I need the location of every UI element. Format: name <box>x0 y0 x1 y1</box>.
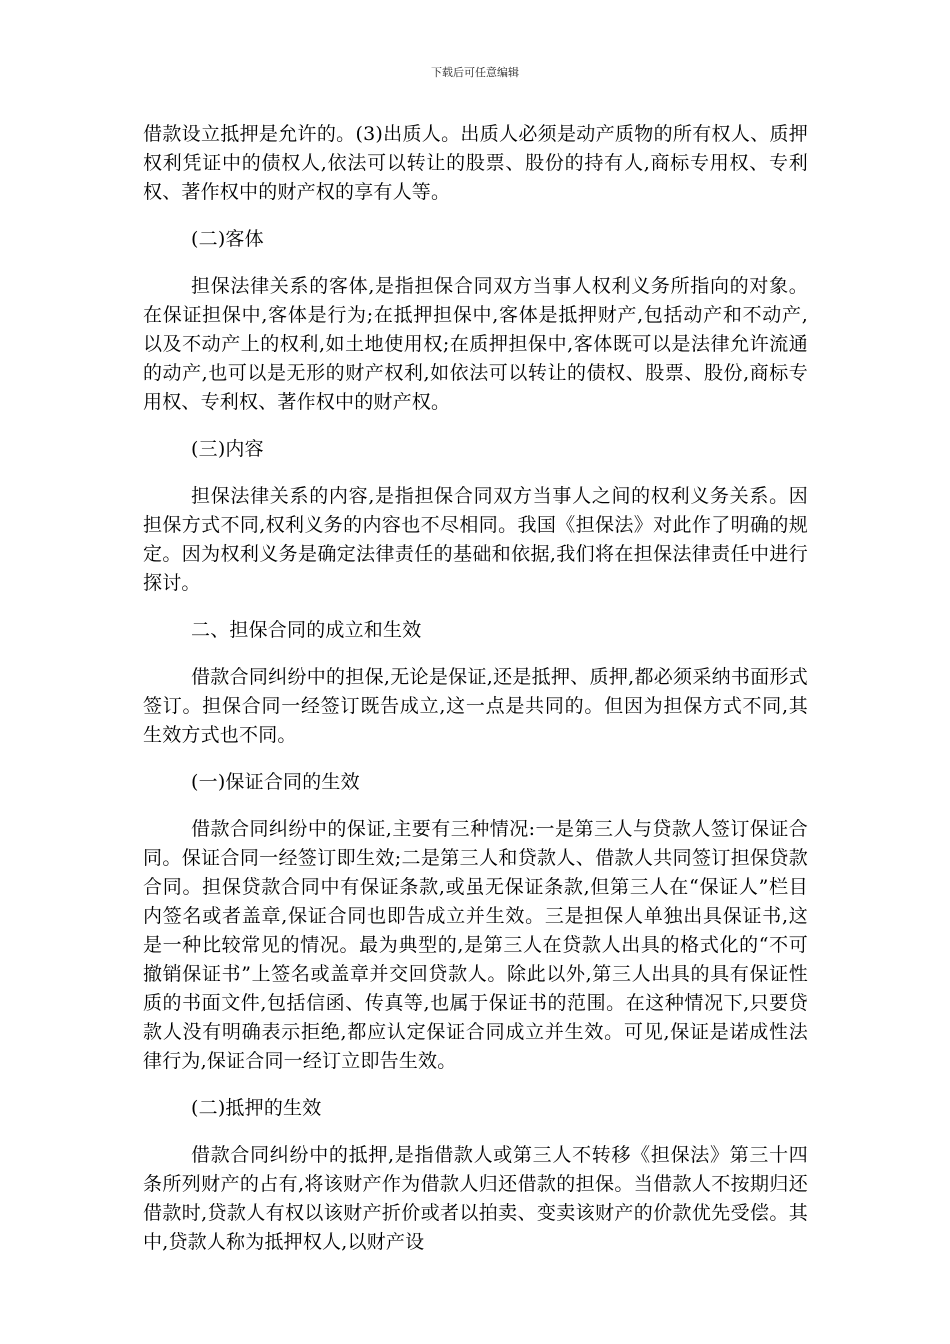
section-heading-formation: 二、担保合同的成立和生效 <box>191 619 422 641</box>
section-heading-mortgage-effect: (二)抵押的生效 <box>191 1097 322 1119</box>
paragraph-continuation: 借款设立抵押是允许的。(3)出质人。出质人必须是动产质物的所有权人、质押权利凭证中的债权人,依法可以转让的股票、股份的持有人,商标专用权、专利权、著作权中的财产权的享有人等。 <box>143 123 808 203</box>
section-heading-content: (三)内容 <box>191 438 264 460</box>
section-heading-object: (二)客体 <box>191 228 264 250</box>
paragraph-guarantee-effect: 借款合同纠纷中的保证,主要有三种情况:一是第三人与贷款人签订保证合同。保证合同一经签订即生效;二是第三人和贷款人、借款人共同签订担保贷款合同。担保贷款合同中有保证条款,或虽无保证条款,但第三人在“保证人”栏目内签名或者盖章,保证合同也即告成立并生效。三是担保人单独出具保证书,这是一种比较常见的情况。最为典型的,是第三人在贷款人出具的格式化的“不可撤销保证书”上签名或盖章并交回贷款人。除此以外,第三人出具的具有保证性质的书面文件,包括信函、传真等,也属于保证书的范围。在这种情况下,只要贷款人没有明确表示拒绝,都应认定保证合同成立并生效。可见,保证是诺成性法律行为,保证合同一经订立即告生效。 <box>143 818 808 1072</box>
document-body <box>143 120 808 1257</box>
section-heading-guarantee-effect: (一)保证合同的生效 <box>191 771 360 793</box>
paragraph-formation: 借款合同纠纷中的担保,无论是保证,还是抵押、质押,都必须采纳书面形式签订。担保合同一经签订既告成立,这一点是共同的。但因为担保方式不同,其生效方式也不同。 <box>143 666 808 746</box>
paragraph-mortgage-effect: 借款合同纠纷中的抵押,是指借款人或第三人不转移《担保法》第三十四条所列财产的占有,将该财产作为借款人归还借款的担保。当借款人不按期归还借款时,贷款人有权以该财产折价或者以拍卖、变卖该财产的价款优先受偿。其中,贷款人称为抵押权人,以财产设 <box>143 1144 808 1253</box>
paragraph-object: 担保法律关系的客体,是指担保合同双方当事人权利义务所指向的对象。在保证担保中,客体是行为;在抵押担保中,客体是抵押财产,包括动产和不动产,以及不动产上的权利,如土地使用权;在质押担保中,客体既可以是法律允许流通的动产,也可以是无形的财产权利,如依法可以转让的债权、股票、股份,商标专用权、专利权、著作权中的财产权。 <box>143 275 808 413</box>
paragraph-content: 担保法律关系的内容,是指担保合同双方当事人之间的权利义务关系。因担保方式不同,权利义务的内容也不尽相同。我国《担保法》对此作了明确的规定。因为权利义务是确定法律责任的基础和依据,我们将在担保法律责任中进行探讨。 <box>143 485 808 594</box>
page-header: 下载后可任意编辑 <box>431 66 519 79</box>
